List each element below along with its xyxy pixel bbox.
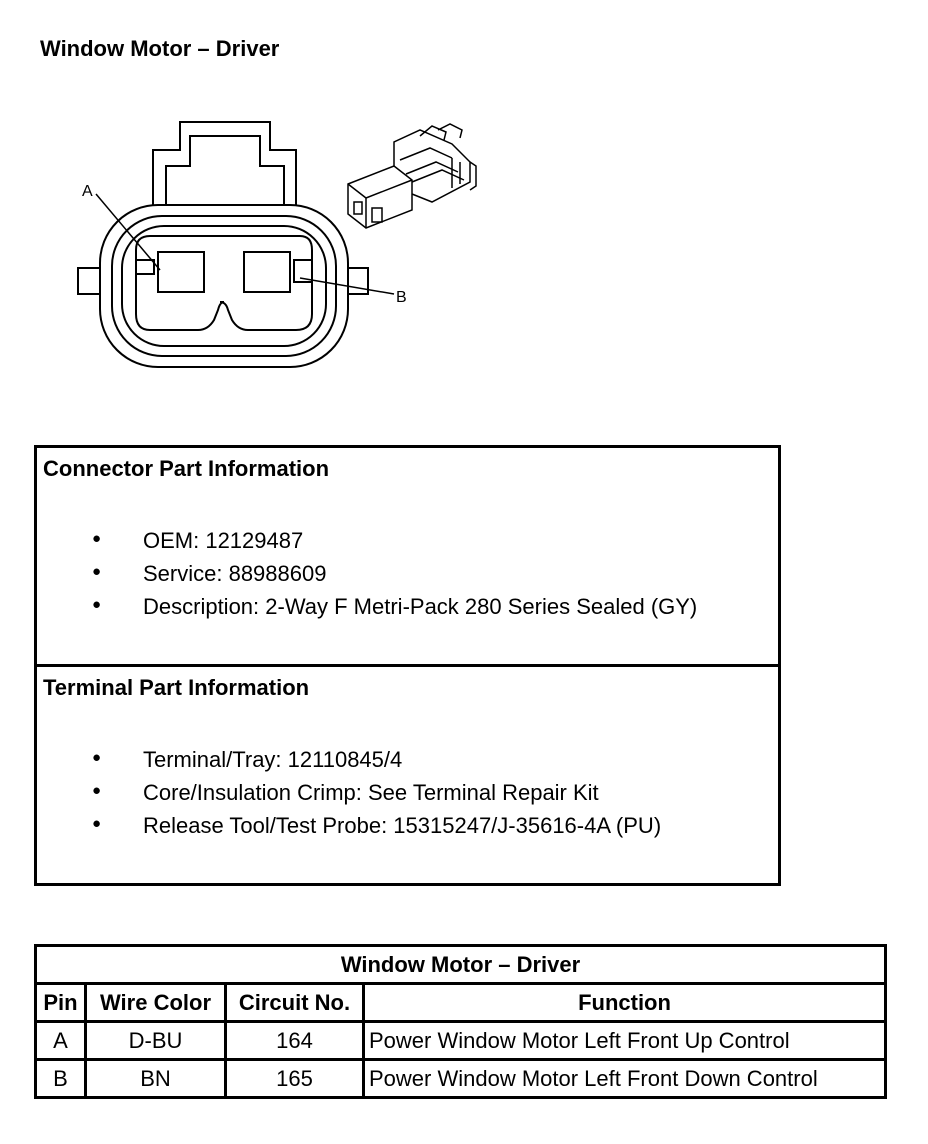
part-info-box: [34, 445, 781, 886]
wire-color-cell: BN: [86, 1060, 226, 1098]
column-header-circuit: Circuit No.: [226, 984, 364, 1022]
connector-housing-outer: [100, 205, 348, 367]
circuit-cell: 165: [226, 1060, 364, 1098]
table-row: [36, 1022, 886, 1060]
list-item: ● Terminal/Tray: 12110845/4: [37, 747, 661, 780]
pin-label-b: B: [396, 289, 407, 306]
column-header-wire-color: Wire Color: [86, 984, 226, 1022]
column-header-function: Function: [364, 984, 886, 1022]
wire-color-cell: D-BU: [86, 1022, 226, 1060]
connector-3d-view: [348, 124, 476, 228]
pin-cell: A: [36, 1022, 86, 1060]
pinout-table: [34, 944, 887, 1099]
connector-info-list: [37, 528, 697, 627]
list-item: ● Service: 88988609: [37, 561, 697, 594]
page-title: Window Motor – Driver: [40, 36, 280, 61]
pin-cell: B: [36, 1060, 86, 1098]
pin-label-a: A: [82, 183, 93, 200]
table-header-row: [36, 984, 886, 1022]
connector-info-section: [37, 448, 778, 664]
function-cell: Power Window Motor Left Front Down Control: [364, 1060, 886, 1098]
function-cell: Power Window Motor Left Front Up Control: [364, 1022, 886, 1060]
terminal-info-heading: Terminal Part Information: [43, 675, 310, 700]
pinout-table-title: Window Motor – Driver: [36, 946, 886, 984]
connector-info-heading: Connector Part Information: [43, 456, 330, 481]
table-row: [36, 1060, 886, 1098]
connector-diagram: [60, 110, 490, 380]
list-item: ● OEM: 12129487: [37, 528, 697, 561]
circuit-cell: 164: [226, 1022, 364, 1060]
terminal-info-list: [37, 747, 661, 846]
terminal-info-section: [37, 664, 778, 883]
column-header-pin: Pin: [36, 984, 86, 1022]
list-item: ● Core/Insulation Crimp: See Terminal Repair Kit: [37, 780, 661, 813]
list-item: ● Release Tool/Test Probe: 15315247/J-35616-4A (PU): [37, 813, 661, 846]
list-item: ● Description: 2-Way F Metri-Pack 280 Series Sealed (GY): [37, 594, 697, 627]
